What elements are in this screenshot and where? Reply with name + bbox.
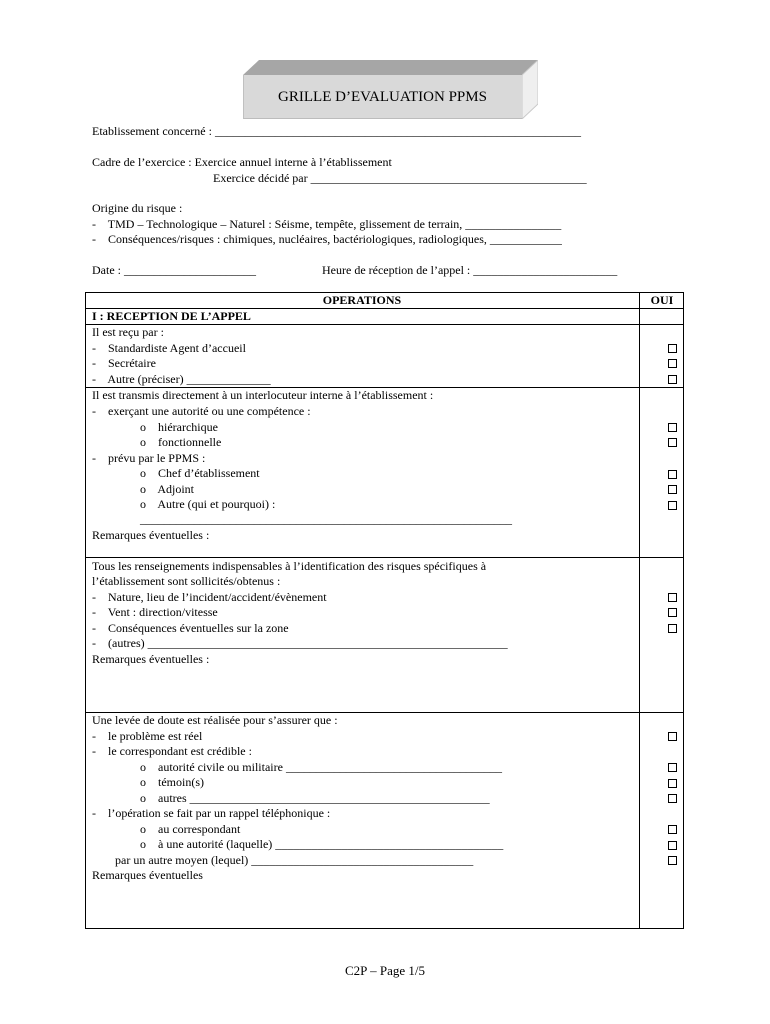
etablissement-field: Etablissement concerné : _____________________________________________________________ [92, 124, 581, 138]
table-row-text: - Nature, lieu de l’incident/accident/évènement [92, 590, 327, 604]
date-field: Date : ______________________ [92, 263, 256, 277]
table-row-text: o à une autorité (laquelle) ______________________________________ [140, 837, 504, 851]
column-header-oui: OUI [650, 293, 674, 307]
checkbox[interactable] [668, 732, 677, 741]
table-row-text: Il est transmis directement à un interlocuteur interne à l’établissement : [92, 388, 434, 402]
origine-item-2: - Conséquences/risques : chimiques, nucléaires, bactériologiques, radiologiques, ____________ [92, 232, 562, 246]
checkbox[interactable] [668, 779, 677, 788]
table-row-text: - Autre (préciser) ______________ [92, 372, 271, 386]
table-row-text: - Vent : direction/vitesse [92, 605, 218, 619]
table-row-text: Une levée de doute est réalisée pour s’assurer que : [92, 713, 338, 727]
table-row-text: o autres __________________________________________________ [140, 791, 490, 805]
checkbox[interactable] [668, 624, 677, 633]
table-row-text: par un autre moyen (lequel) _____________________________________ [115, 853, 474, 867]
checkbox[interactable] [668, 438, 677, 447]
table-row-text: - exerçant une autorité ou une compétence : [92, 404, 311, 418]
checkbox[interactable] [668, 485, 677, 494]
title-box-top-bevel [243, 60, 538, 75]
checkbox[interactable] [668, 344, 677, 353]
checkbox[interactable] [668, 856, 677, 865]
table-row-text: o hiérarchique [140, 420, 218, 434]
table-row-text: o témoin(s) [140, 775, 204, 789]
row-divider [85, 557, 684, 558]
origine-item-1: - TMD – Technologique – Naturel : Séisme, tempête, glissement de terrain, ________________ [92, 217, 562, 231]
table-row-text: - Secrétaire [92, 356, 156, 370]
table-row-text: - prévu par le PPMS : [92, 451, 206, 465]
checkbox[interactable] [668, 608, 677, 617]
table-row-text: - le problème est réel [92, 729, 203, 743]
cadre-exercice-line1: Cadre de l’exercice : Exercice annuel interne à l’établissement [92, 155, 392, 169]
table-row-text: Remarques éventuelles : [92, 652, 210, 666]
table-row-text: o fonctionnelle [140, 435, 222, 449]
section-title: I : RECEPTION DE L’APPEL [92, 309, 251, 323]
table-row-text: l’établissement sont sollicités/obtenus : [92, 574, 281, 588]
table-row-text: - l’opération se fait par un rappel téléphonique : [92, 806, 331, 820]
checkbox[interactable] [668, 825, 677, 834]
checkbox[interactable] [668, 501, 677, 510]
title-box-side-bevel [522, 60, 538, 119]
page-footer: C2P – Page 1/5 [344, 963, 426, 978]
table-row-text: o au correspondant [140, 822, 241, 836]
table-row-text: o Autre (qui et pourquoi) : [140, 497, 276, 511]
page-title: GRILLE D’EVALUATION PPMS [278, 89, 487, 105]
table-row-text: ______________________________________________________________ [140, 512, 512, 526]
section-divider [85, 324, 684, 325]
checkbox[interactable] [668, 763, 677, 772]
checkbox[interactable] [668, 841, 677, 850]
checkbox[interactable] [668, 794, 677, 803]
table-row-text: - le correspondant est crédible : [92, 744, 252, 758]
table-row-text: Il est reçu par : [92, 325, 164, 339]
heure-field: Heure de réception de l’appel : ________________________ [322, 263, 618, 277]
table-row-text: Tous les renseignements indispensables à l’identification des risques spécifiques à [92, 559, 487, 573]
table-row-text: - (autres) ____________________________________________________________ [92, 636, 508, 650]
table-row-text: o autorité civile ou militaire ____________________________________ [140, 760, 502, 774]
table-row-text: o Adjoint [140, 482, 195, 496]
checkbox[interactable] [668, 470, 677, 479]
origine-label: Origine du risque : [92, 201, 183, 215]
checkbox[interactable] [668, 375, 677, 384]
column-header-operations: OPERATIONS [322, 293, 402, 307]
table-row-text: - Conséquences éventuelles sur la zone [92, 621, 289, 635]
checkbox[interactable] [668, 423, 677, 432]
checkbox[interactable] [668, 359, 677, 368]
table-row-text: Remarques éventuelles [92, 868, 203, 882]
table-row-text: o Chef d’établissement [140, 466, 260, 480]
cadre-exercice-line2: Exercice décidé par ______________________________________________ [213, 171, 587, 185]
table-row-text: - Standardiste Agent d’accueil [92, 341, 246, 355]
checkbox[interactable] [668, 593, 677, 602]
table-row-text: Remarques éventuelles : [92, 528, 210, 542]
